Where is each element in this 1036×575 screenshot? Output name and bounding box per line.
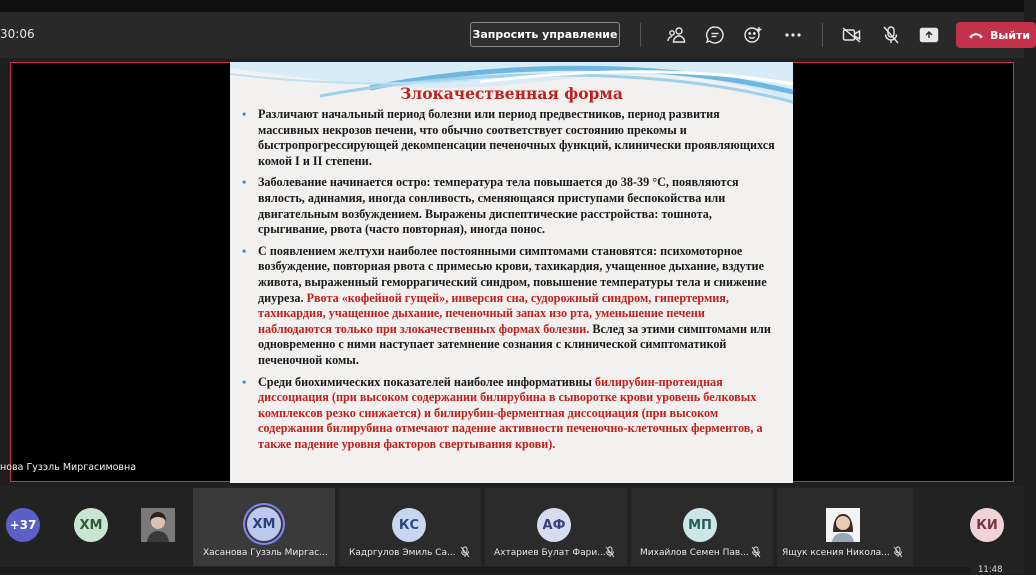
bullet-icon: •	[242, 107, 247, 121]
mic-muted-icon	[605, 546, 615, 558]
chat-icon[interactable]	[704, 24, 726, 46]
toolbar-divider	[822, 23, 823, 47]
participant-name: Михайлов Семен Пав...	[640, 548, 749, 558]
camera-off-icon[interactable]	[841, 24, 863, 46]
bullet-highlight-text: билирубин-протеидная диссоциация (при высоком содержании билирубина в сыворотке крови уровень белковых комплексов резко снижается) и билирубин-ферментная диссоциация (при высоком содержании билирубина отмечают падение активности печеночно-клеточных ферментов, а также падение уровня факторов свертывания крови).	[258, 374, 763, 451]
os-taskbar	[0, 567, 970, 574]
mic-muted-icon	[460, 546, 470, 558]
participant-avatar: ХМ	[247, 507, 281, 541]
mic-muted-icon	[751, 546, 761, 558]
participant-avatar: МП	[683, 508, 717, 542]
meeting-timer: 30:06	[0, 27, 35, 41]
participant-avatar[interactable]: ХМ	[74, 508, 108, 542]
slide-bullet	[240, 375, 780, 453]
slide-bullet-list	[240, 107, 780, 458]
leave-button[interactable]	[956, 22, 1036, 48]
toolbar-divider	[640, 23, 641, 47]
slide-bullet	[240, 175, 780, 237]
bullet-icon: •	[242, 374, 247, 389]
bullet-text: Заболевание начинается остро: температура тела повышается до 38-39 °С, появляются вялость, адинамия, иногда сонливость, сменяющаяся приступами беспокойства или двигательным возбуждением. Выражены диспептические расстройства: тошнота, срыгивание, рвота (часто повторная), иногда понос.	[258, 175, 739, 237]
participant-avatar: АФ	[537, 508, 571, 542]
mic-off-icon[interactable]	[880, 24, 902, 46]
bullet-icon: •	[242, 243, 247, 258]
participant-name: Кадргулов Эмиль Са...	[349, 548, 456, 558]
reactions-icon[interactable]	[742, 24, 764, 46]
more-options-icon[interactable]	[782, 24, 804, 46]
participant-avatar[interactable]: КИ	[970, 508, 1004, 542]
slide-bullet	[240, 107, 780, 169]
bullet-text: Различают начальный период болезни или период предвестников, период развития массивных некрозов печени, что обычно соответствует состоянию прекомы и быстропрогрессирующей декомпенсации печеночных функций, клинически проявляющихся комой I и II степени.	[258, 107, 775, 168]
bullet-text: С появлением желтухи наиболее постоянными симптомами становятся: психомоторное возбуждение, повторная рвота с примесью крови, тахикардия, учащенное дыхание, вздутие живота, выраженный геморрагический синдром, повышение температуры тела и снижение диуреза.	[258, 243, 767, 305]
phone-hangup-icon	[968, 31, 984, 39]
participant-name: Ахтариев Булат Фари...	[494, 548, 606, 558]
participants-icon[interactable]	[666, 24, 688, 46]
more-participants-button[interactable]: +37	[6, 508, 40, 542]
share-screen-icon[interactable]	[918, 24, 940, 46]
participant-photo-avatar[interactable]	[141, 508, 175, 542]
participant-name: Ящук ксения Никола...	[782, 548, 890, 558]
leave-label: Выйти	[990, 28, 1031, 42]
slide-title: Злокачественная форма	[400, 84, 623, 103]
system-clock: 11:48	[978, 565, 1003, 575]
participant-avatar: КС	[392, 508, 426, 542]
presenter-name-label: нова Гузэль Миргасимовна	[0, 462, 137, 473]
window-top-strip	[0, 0, 1024, 12]
participant-name: Хасанова Гузэль Миргас...	[203, 548, 328, 558]
slide-bullet	[240, 244, 780, 369]
mic-muted-icon	[893, 546, 903, 558]
bullet-text: Вслед за этими симптомами или одновременно с ними наступает затемнение сознания с клинической симптоматикой печеночной комы.	[258, 321, 771, 367]
bullet-text: Среди биохимических показателей наиболее информативны	[258, 374, 595, 389]
participant-photo-avatar	[826, 508, 860, 542]
bullet-highlight-text: Рвота «кофейной гущей», инверсия сна, судорожный синдром, гипертермия, тахикардия, учащенное дыхание, печеночный запах изо рта, уменьшение печени наблюдаются только при злокачественных формах болезни.	[258, 290, 729, 336]
request-control-button[interactable]: Запросить управление	[470, 22, 620, 47]
bullet-icon: •	[242, 175, 247, 190]
presentation-slide	[230, 62, 793, 483]
